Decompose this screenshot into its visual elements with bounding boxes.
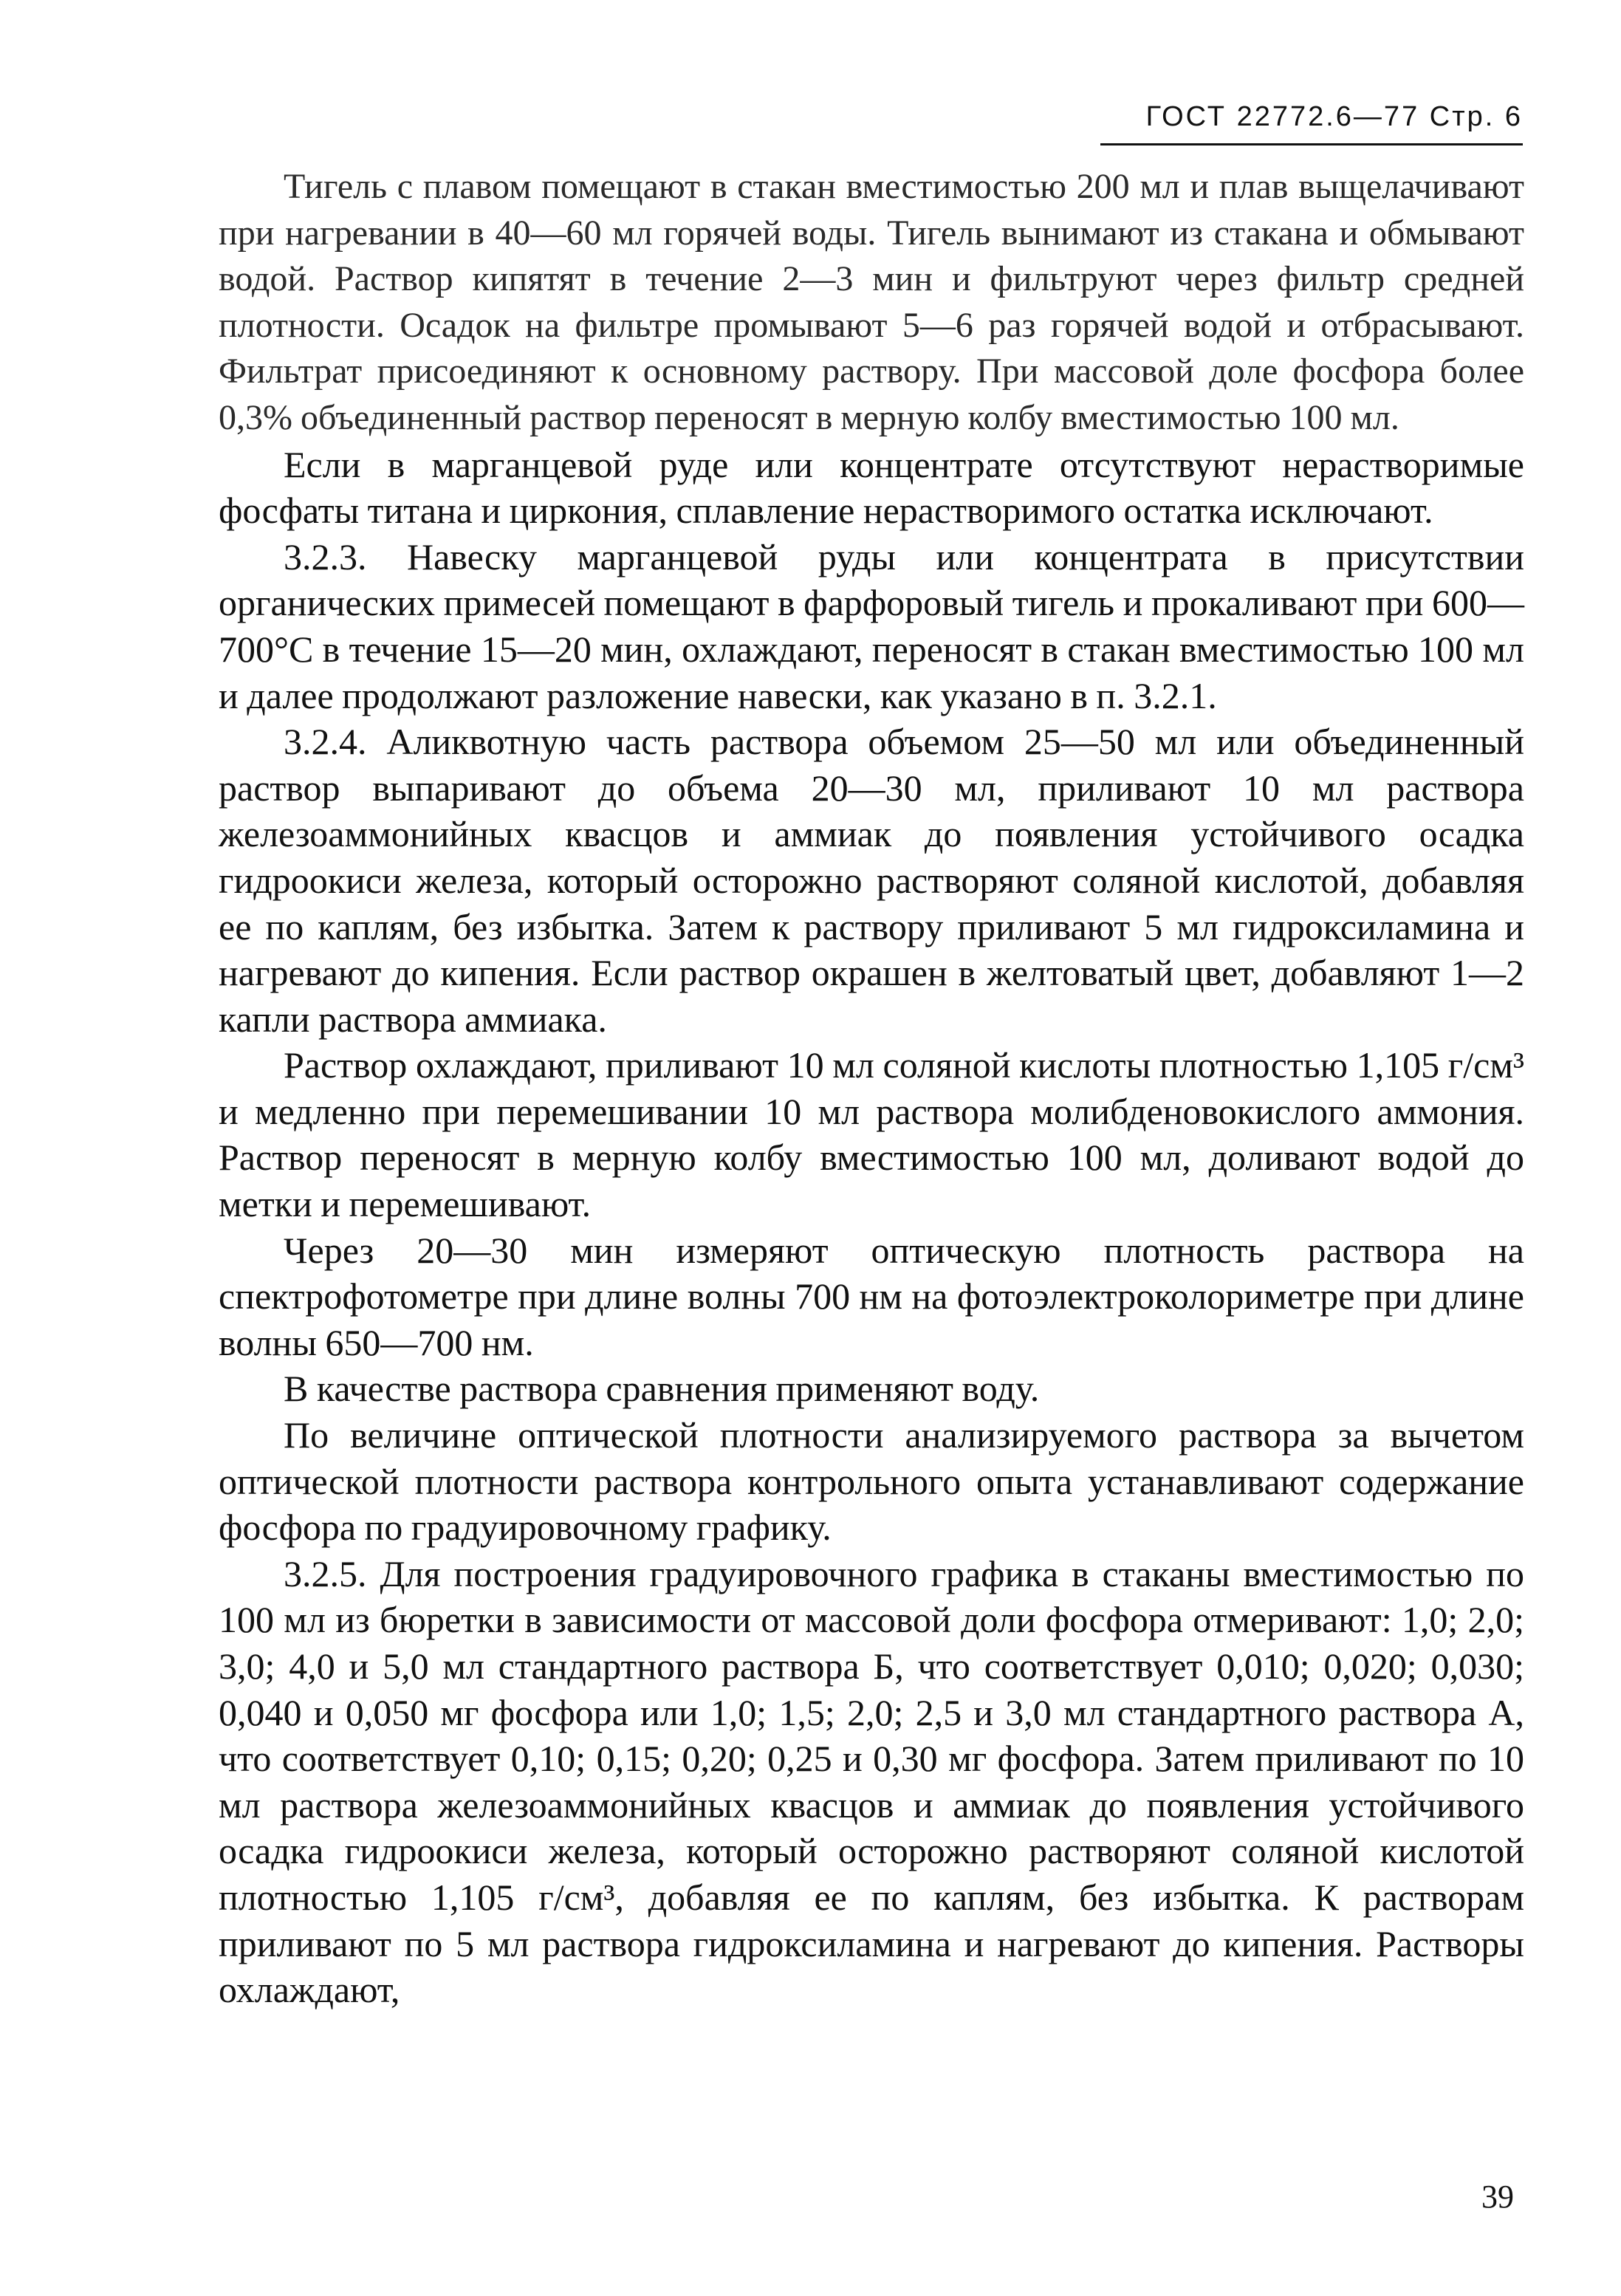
paragraph-3-2-3: 3.2.3. Навеску марганцевой руды или концентрата в присутствии органических примесей помещают в фарфоровый тигель и прокаливают при 600—700°С в течение 15—20 мин, охлаждают, переносят в стакан вместимостью 100 мл и далее продолжают разложение навески, как указано в п. 3.2.1.	[219, 535, 1524, 716]
paragraph-cooling-molybdate: Раствор охлаждают, приливают 10 мл соляной кислоты плотностью 1,105 г/см³ и медленно при перемешивании 10 мл раствора молибденовокислого аммония. Раствор переносят в мерную колбу вместимостью 100 мл, доливают водой до метки и перемешивают.	[219, 1044, 1524, 1225]
paragraph-calibration-reading: По величине оптической плотности анализируемого раствора за вычетом оптической плотности раствора контрольного опыта устанавливают содержание фосфора по градуировочному графику.	[219, 1414, 1524, 1549]
paragraph-3-2-4: 3.2.4. Аликвотную часть раствора объемом 25—50 мл или объединенный раствор выпаривают до объема 20—30 мл, приливают 10 мл раствора железоаммонийных квасцов и аммиак до появления устойчивого осадка гидроокиси железа, который осторожно растворяют соляной кислотой, добавляя ее по каплям, без избытка. Затем к раствору приливают 5 мл гидроксиламина и нагревают до кипения. Если раствор окрашен в желтоватый цвет, добавляют 1—2 капли раствора аммиака.	[219, 721, 1524, 1040]
document-body	[219, 164, 1524, 2013]
paragraph-reference-solution: В качестве раствора сравнения применяют воду.	[284, 1368, 1040, 1410]
header-rule	[1100, 143, 1523, 145]
paragraph-optical-density: Через 20—30 мин измеряют оптическую плотность раствора на спектрофотометре при длине волны 700 нм на фотоэлектроколориметре при длине волны 650—700 нм.	[219, 1229, 1524, 1363]
paragraph-fusion-leaching: Тигель с плавом помещают в стакан вместимостью 200 мл и плав выщелачивают при нагревании в 40—60 мл горячей воды. Тигель вынимают из стакана и обмывают водой. Раствор кипятят в течение 2—3 мин и фильтруют через фильтр средней плотности. Осадок на фильтре промывают 5—6 раз горячей водой и отбрасывают. Фильтрат присоединяют к основному раствору. При массовой доле фосфора более 0,3% объединенный раствор переносят в мерную колбу вместимостью 100 мл.	[219, 167, 1524, 437]
running-header: ГОСТ 22772.6—77 Стр. 6	[1145, 101, 1523, 132]
paragraph-3-2-5: 3.2.5. Для построения градуировочного графика в стаканы вместимостью по 100 мл из бюретки в зависимости от массовой доли фосфора отмеривают: 1,0; 2,0; 3,0; 4,0 и 5,0 мл стандартного раствора Б, что соответствует 0,010; 0,020; 0,030; 0,040 и 0,050 мг фосфора или 1,0; 1,5; 2,0; 2,5 и 3,0 мл стандартного раствора А, что соответствует 0,10; 0,15; 0,20; 0,25 и 0,30 мг фосфора. Затем приливают по 10 мл раствора железоаммонийных квасцов и аммиак до появления устойчивого осадка гидроокиси железа, который осторожно растворяют соляной кислотой плотностью 1,105 г/см³, добавляя ее по каплям, без избытка. К растворам приливают по 5 мл раствора гидроксиламина и нагревают до кипения. Растворы охлаждают,	[219, 1552, 1524, 2011]
page-number: 39	[1481, 2179, 1514, 2215]
paragraph-fusion-excluded: Если в марганцевой руде или концентрате отсутствуют нерастворимые фосфаты титана и циркония, сплавление нерастворимого остатка исключают.	[219, 443, 1524, 532]
